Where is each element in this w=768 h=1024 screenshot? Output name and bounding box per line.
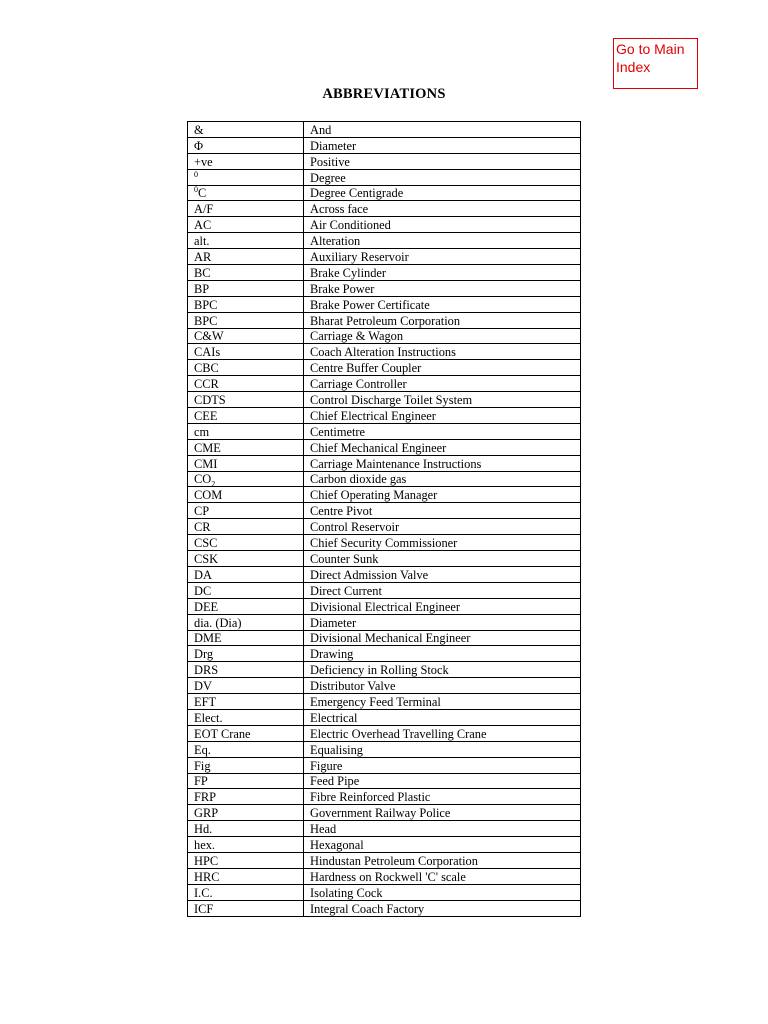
table-row xyxy=(188,122,581,138)
table-row xyxy=(188,217,581,233)
meaning-cell: Hindustan Petroleum Corporation xyxy=(304,852,581,868)
abbreviation-cell xyxy=(188,360,304,376)
abbreviation-cell xyxy=(188,153,304,169)
abbreviation-cell xyxy=(188,455,304,471)
abbreviation-cell xyxy=(188,694,304,710)
abbreviation-cell xyxy=(188,392,304,408)
abbreviation-text: BP xyxy=(194,281,210,296)
abbreviation-text: Eq. xyxy=(194,742,211,757)
abbreviation-text: EOT Crane xyxy=(194,726,251,741)
table-row xyxy=(188,503,581,519)
meaning-cell: Emergency Feed Terminal xyxy=(304,694,581,710)
abbreviation-cell xyxy=(188,169,304,185)
meaning-cell: Government Railway Police xyxy=(304,805,581,821)
meaning-cell: Control Discharge Toilet System xyxy=(304,392,581,408)
table-row xyxy=(188,582,581,598)
abbreviation-cell xyxy=(188,423,304,439)
abbreviation-cell xyxy=(188,487,304,503)
abbreviations-table xyxy=(187,121,581,917)
go-to-main-index-link[interactable]: Go to Main Index xyxy=(613,38,698,89)
abbreviation-text: CP xyxy=(194,504,210,519)
meaning-cell: Across face xyxy=(304,201,581,217)
abbreviation-text: Hd. xyxy=(194,822,213,837)
meaning-cell: Hexagonal xyxy=(304,837,581,853)
abbreviation-text: Drg xyxy=(194,647,214,662)
abbreviation-text: EFT xyxy=(194,694,217,709)
abbreviation-cell xyxy=(188,122,304,138)
meaning-cell: Carriage & Wagon xyxy=(304,328,581,344)
meaning-cell: Chief Electrical Engineer xyxy=(304,408,581,424)
table-row xyxy=(188,551,581,567)
table-row xyxy=(188,821,581,837)
meaning-cell: Brake Cylinder xyxy=(304,265,581,281)
table-row xyxy=(188,312,581,328)
abbreviation-cell xyxy=(188,280,304,296)
abbreviation-text: alt. xyxy=(194,234,210,249)
abbreviation-text: I.C. xyxy=(194,885,213,900)
abbreviation-cell xyxy=(188,598,304,614)
meaning-cell: Auxiliary Reservoir xyxy=(304,249,581,265)
abbreviation-text: AR xyxy=(194,250,212,265)
abbreviation-text: CAIs xyxy=(194,345,221,360)
abbreviation-text: COM xyxy=(194,488,223,503)
meaning-cell: Bharat Petroleum Corporation xyxy=(304,312,581,328)
abbreviation-cell xyxy=(188,805,304,821)
table-row xyxy=(188,709,581,725)
abbreviation-text: DA xyxy=(194,567,212,582)
table-row xyxy=(188,328,581,344)
table-row xyxy=(188,249,581,265)
table-row xyxy=(188,201,581,217)
abbreviation-text: HRC xyxy=(194,869,220,884)
abbreviation-cell xyxy=(188,566,304,582)
table-row xyxy=(188,725,581,741)
abbreviation-text: C xyxy=(198,186,207,201)
meaning-cell: Feed Pipe xyxy=(304,773,581,789)
abbreviation-cell xyxy=(188,201,304,217)
abbreviation-cell xyxy=(188,344,304,360)
meaning-cell: Counter Sunk xyxy=(304,551,581,567)
table-row xyxy=(188,392,581,408)
meaning-cell: Air Conditioned xyxy=(304,217,581,233)
abbreviation-cell xyxy=(188,439,304,455)
abbreviation-text: AC xyxy=(194,218,212,233)
table-row xyxy=(188,630,581,646)
abbreviation-text: Φ xyxy=(194,138,204,153)
meaning-cell: Degree xyxy=(304,169,581,185)
meaning-cell: Carriage Maintenance Instructions xyxy=(304,455,581,471)
meaning-cell: Divisional Mechanical Engineer xyxy=(304,630,581,646)
abbreviation-text: Elect. xyxy=(194,710,223,725)
table-row xyxy=(188,280,581,296)
superscript: 0 xyxy=(194,185,198,195)
abbreviation-cell xyxy=(188,614,304,630)
meaning-cell: Coach Alteration Instructions xyxy=(304,344,581,360)
superscript: 0 xyxy=(194,169,198,179)
table-row xyxy=(188,137,581,153)
meaning-cell: Fibre Reinforced Plastic xyxy=(304,789,581,805)
abbreviation-cell xyxy=(188,773,304,789)
meaning-cell: Carriage Controller xyxy=(304,376,581,392)
meaning-cell: Electrical xyxy=(304,709,581,725)
abbreviation-cell xyxy=(188,376,304,392)
abbreviation-text: CBC xyxy=(194,361,219,376)
table-row xyxy=(188,805,581,821)
abbreviation-cell xyxy=(188,662,304,678)
table-row xyxy=(188,487,581,503)
abbreviation-text: CO xyxy=(194,472,212,487)
abbreviation-cell xyxy=(188,709,304,725)
table-row xyxy=(188,694,581,710)
meaning-cell: Figure xyxy=(304,757,581,773)
abbreviation-cell xyxy=(188,265,304,281)
abbreviation-text: DRS xyxy=(194,663,219,678)
abbreviation-cell xyxy=(188,233,304,249)
page-title: ABBREVIATIONS xyxy=(322,86,446,102)
abbreviation-text: GRP xyxy=(194,806,219,821)
abbreviation-cell xyxy=(188,185,304,201)
abbreviation-cell xyxy=(188,503,304,519)
table-row xyxy=(188,296,581,312)
abbreviation-text: DC xyxy=(194,583,212,598)
abbreviation-cell xyxy=(188,328,304,344)
meaning-cell: Drawing xyxy=(304,646,581,662)
table-row xyxy=(188,678,581,694)
abbreviation-cell xyxy=(188,868,304,884)
meaning-cell: Isolating Cock xyxy=(304,884,581,900)
abbreviation-text: DEE xyxy=(194,599,219,614)
abbreviation-text: CMI xyxy=(194,456,218,471)
abbreviation-cell xyxy=(188,296,304,312)
abbreviation-text: HPC xyxy=(194,853,219,868)
table-row xyxy=(188,185,581,201)
meaning-cell: Deficiency in Rolling Stock xyxy=(304,662,581,678)
meaning-cell: Chief Security Commissioner xyxy=(304,535,581,551)
table-row xyxy=(188,535,581,551)
abbreviation-text: +ve xyxy=(194,154,213,169)
table-row xyxy=(188,598,581,614)
abbreviation-text: CEE xyxy=(194,408,218,423)
meaning-cell: Diameter xyxy=(304,137,581,153)
table-row xyxy=(188,900,581,916)
abbreviation-text: FRP xyxy=(194,790,217,805)
abbreviation-cell xyxy=(188,884,304,900)
meaning-cell: Brake Power xyxy=(304,280,581,296)
abbreviation-text: ICF xyxy=(194,901,214,916)
meaning-cell: Chief Operating Manager xyxy=(304,487,581,503)
abbreviation-text: BPC xyxy=(194,313,218,328)
abbreviation-cell xyxy=(188,852,304,868)
meaning-cell: Hardness on Rockwell 'C' scale xyxy=(304,868,581,884)
abbreviation-cell xyxy=(188,217,304,233)
table-row xyxy=(188,265,581,281)
abbreviation-text: CSC xyxy=(194,536,218,551)
abbreviation-cell xyxy=(188,821,304,837)
meaning-cell: Control Reservoir xyxy=(304,519,581,535)
abbreviation-text: hex. xyxy=(194,837,215,852)
table-row xyxy=(188,519,581,535)
meaning-cell: Equalising xyxy=(304,741,581,757)
table-row xyxy=(188,471,581,487)
meaning-cell: Diameter xyxy=(304,614,581,630)
meaning-cell: Brake Power Certificate xyxy=(304,296,581,312)
abbreviation-cell xyxy=(188,535,304,551)
abbreviation-text: CME xyxy=(194,440,221,455)
abbreviation-cell xyxy=(188,249,304,265)
meaning-cell: Centre Pivot xyxy=(304,503,581,519)
meaning-cell: Divisional Electrical Engineer xyxy=(304,598,581,614)
meaning-cell: Integral Coach Factory xyxy=(304,900,581,916)
meaning-cell: Centimetre xyxy=(304,423,581,439)
abbreviation-text: cm xyxy=(194,424,210,439)
abbreviation-cell xyxy=(188,408,304,424)
meaning-cell: Centre Buffer Coupler xyxy=(304,360,581,376)
meaning-cell: Direct Current xyxy=(304,582,581,598)
abbreviation-text: DV xyxy=(194,679,212,694)
abbreviation-cell xyxy=(188,551,304,567)
abbreviation-text: CSK xyxy=(194,551,219,566)
table-row xyxy=(188,662,581,678)
abbreviation-text: Fig xyxy=(194,758,211,773)
abbreviation-text: dia. (Dia) xyxy=(194,615,242,630)
table-row xyxy=(188,757,581,773)
meaning-cell: Direct Admission Valve xyxy=(304,566,581,582)
abbreviation-text: CCR xyxy=(194,377,219,392)
table-row xyxy=(188,153,581,169)
table-row xyxy=(188,360,581,376)
table-row xyxy=(188,408,581,424)
abbreviation-cell xyxy=(188,519,304,535)
table-row xyxy=(188,773,581,789)
table-row xyxy=(188,566,581,582)
meaning-cell: Head xyxy=(304,821,581,837)
abbreviation-text: DME xyxy=(194,631,222,646)
table-row xyxy=(188,837,581,853)
table-row xyxy=(188,741,581,757)
table-row xyxy=(188,646,581,662)
subscript: 2 xyxy=(211,479,216,487)
abbreviation-text: BPC xyxy=(194,297,218,312)
table-row xyxy=(188,344,581,360)
abbreviation-cell xyxy=(188,630,304,646)
abbreviation-text: C&W xyxy=(194,329,224,344)
table-row xyxy=(188,169,581,185)
meaning-cell: Distributor Valve xyxy=(304,678,581,694)
meaning-cell: Carbon dioxide gas xyxy=(304,471,581,487)
table-row xyxy=(188,868,581,884)
abbreviation-cell xyxy=(188,646,304,662)
abbreviation-cell xyxy=(188,837,304,853)
table-row xyxy=(188,614,581,630)
meaning-cell: Chief Mechanical Engineer xyxy=(304,439,581,455)
abbreviation-cell xyxy=(188,471,304,487)
abbreviation-text: A/F xyxy=(194,202,214,217)
table-row xyxy=(188,423,581,439)
table-row xyxy=(188,233,581,249)
table-row xyxy=(188,884,581,900)
abbreviation-cell xyxy=(188,678,304,694)
meaning-cell: Electric Overhead Travelling Crane xyxy=(304,725,581,741)
abbreviation-cell xyxy=(188,741,304,757)
meaning-cell: Alteration xyxy=(304,233,581,249)
abbreviation-cell xyxy=(188,757,304,773)
abbreviation-cell xyxy=(188,582,304,598)
meaning-cell: And xyxy=(304,122,581,138)
abbreviation-text: CR xyxy=(194,520,211,535)
table-row xyxy=(188,376,581,392)
table-row xyxy=(188,455,581,471)
table-row xyxy=(188,852,581,868)
meaning-cell: Positive xyxy=(304,153,581,169)
abbreviation-text: CDTS xyxy=(194,393,226,408)
abbreviation-text: BC xyxy=(194,265,211,280)
abbreviation-cell xyxy=(188,725,304,741)
table-row xyxy=(188,439,581,455)
abbreviation-text: FP xyxy=(194,774,208,789)
abbreviation-cell xyxy=(188,900,304,916)
abbreviation-text: & xyxy=(194,122,204,137)
meaning-cell: Degree Centigrade xyxy=(304,185,581,201)
abbreviation-cell xyxy=(188,312,304,328)
table-row xyxy=(188,789,581,805)
abbreviation-cell xyxy=(188,789,304,805)
abbreviations-table-body xyxy=(188,122,581,917)
abbreviation-cell xyxy=(188,137,304,153)
